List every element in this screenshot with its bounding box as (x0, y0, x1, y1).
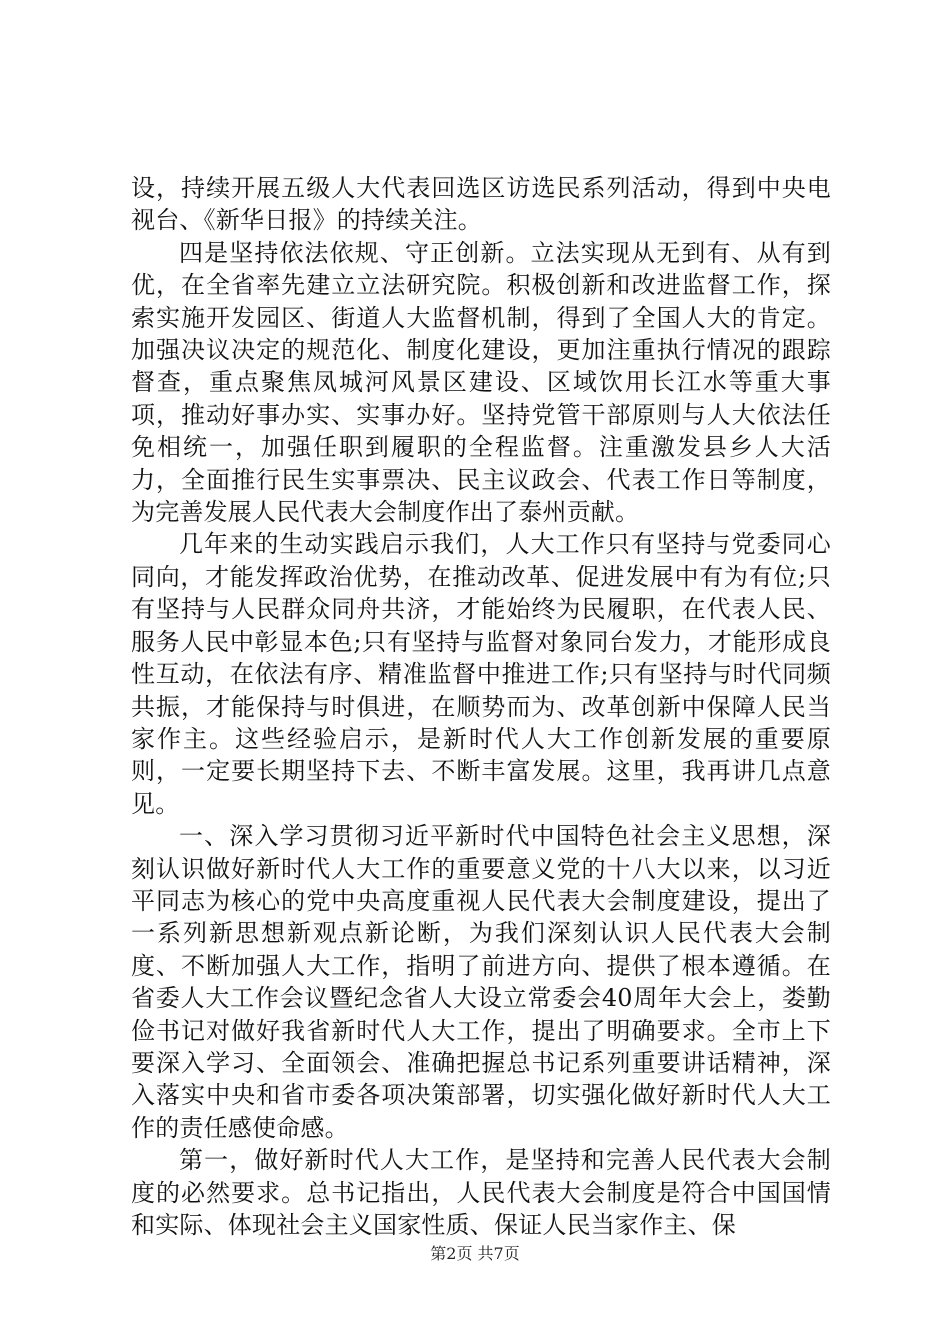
paragraph-2: 四是坚持依法依规、守正创新。立法实现从无到有、从有到优，在全省率先建立立法研究院。积极创新和改进监督工作，探索实施开发园区、街道人大监督机制，得到了全国人大的肯定。加强决议决定的规范化、制度化建设，更加注重执行情况的跟踪督查，重点聚焦凤城河风景区建设、区域饮用长江水等重大事项，推动好事办实、实事办好。坚持党管干部原则与人大依法任免相统一，加强任职到履职的全程监督。注重激发县乡人大活力，全面推行民生实事票决、民主议政会、代表工作日等制度，为完善发展人民代表大会制度作出了泰州贡献。 (131, 238, 831, 527)
page-number-label: 第2页 共7页 (430, 1244, 520, 1263)
paragraph-1: 设，持续开展五级人大代表回选区访选民系列活动，得到中央电视台、《新华日报》的持续关注。 (131, 174, 831, 235)
paragraph-3: 几年来的生动实践启示我们，人大工作只有坚持与党委同心同向，才能发挥政治优势，在推动改革、促进发展中有为有位;只有坚持与人民群众同舟共济，才能始终为民履职，在代表人民、服务人民中彰显本色;只有坚持与监督对象同台发力，才能形成良性互动，在依法有序、精准监督中推进工作;只有坚持与时代同频共振，才能保持与时俱进，在顺势而为、改革创新中保障人民当家作主。这些经验启示，是新时代人大工作创新发展的重要原则，一定要长期坚持下去、不断丰富发展。这里，我再讲几点意见。 (131, 530, 831, 818)
page-footer (0, 1244, 950, 1264)
paragraph-5: 第一，做好新时代人大工作，是坚持和完善人民代表大会制度的必然要求。总书记指出，人民代表大会制度是符合中国国情和实际、体现社会主义国家性质、保证人民当家作主、保 (131, 1146, 831, 1239)
paragraph-4: 一、深入学习贯彻习近平新时代中国特色社会主义思想，深刻认识做好新时代人大工作的重要意义党的十八大以来，以习近平同志为核心的党中央高度重视人民代表大会制度建设，提出了一系列新思想新观点新论断，为我们深刻认识人民代表大会制度、不断加强人大工作，指明了前进方向、提供了根本遵循。在省委人大工作会议暨纪念省人大设立常委会40周年大会上，娄勤俭书记对做好我省新时代人大工作，提出了明确要求。全市上下要深入学习、全面领会、准确把握总书记系列重要讲话精神，深入落实中央和省市委各项决策部署，切实强化做好新时代人大工作的责任感使命感。 (131, 822, 831, 1142)
document-body (131, 172, 831, 1241)
